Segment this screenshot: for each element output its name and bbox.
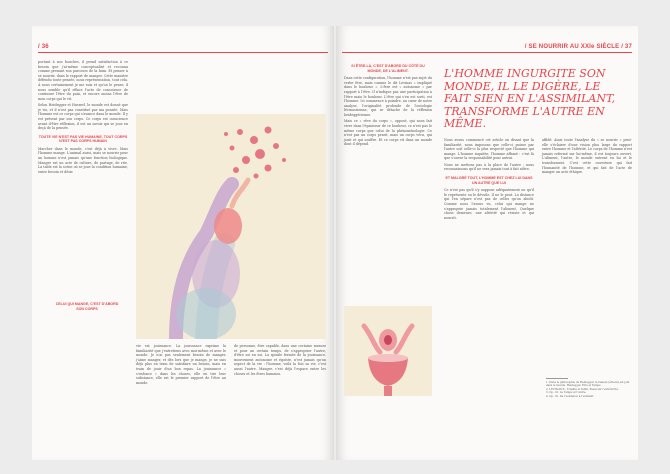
paragraph: Mais ce « rêve du corps », opposé, qui nous fait vivre dans l'épaisseur de ce bonheur, ce n'est pas le même corps que celui de la phénoménologie. Ce n'est pas un corps pensé, mais un corps vécu, qui jouit et qui souffre. Et ce corps vit dans un monde dont il dépend. [344,119,432,147]
text-column-2 [136,344,226,387]
illustration-figure-bowl [344,306,432,396]
left-page [32,26,334,460]
page-folio-left: / 36 [38,44,49,50]
footnote: 1. Dans le philosophie de Heidegger, le Dasein (être-là) est jeté dans le monde. Heidegger, Être et Temps. [546,380,630,388]
paragraph: de personne, être capable, dans une certaine mesure et pour un certain temps, de s'approprier l'autre, d'être soi en soi. La spirale fermée de la jouissance, mouvement autonome et égoïste, n'est jamais qu'un aspect de la vie : l'homme, voilà la fois sa vie, c'est aussi l'autre. Manger, c'est déjà l'espace entre les choses et les êtres humains. [234,344,326,376]
section-subhead: SI ÊTRE-LÀ, C'EST D'ABORD DU CÔTÉ DU MONDE, DE L'ALIMENT. [351,64,425,73]
magazine-spread [32,26,638,460]
text-column-2 [444,138,534,222]
page-folio-right: / SE NOURRIR AU XXIe SIÈCLE / 37 [524,44,632,50]
right-page [336,26,638,460]
bubbles-figure-svg [136,114,326,339]
footnote: 4. Op. cit. De l'existence à l'existant. [546,394,595,398]
paragraph: portant à nos bouches, il prend satisfaction à ce besoin que j'ai-même conceptualisé et reconnu comme prenant son parcours de la faim. Et penser à se nourrir, dans le rapport de manger. Cette manière défendu toute pensée, nous représentation, tout cela. À nous certainement je me suis et qu'on le pense, il nous semble qu'il efface l'acte de conscience de continuer l'être du pain, et encore moins l'être de mon corps qui le vit. [38,60,128,101]
header-rule [38,52,328,53]
paragraph: Dans cette configuration, l'homme n'est pas sujet du verbe être, mais comme le dit Levinas « impliqué dans le bonheur ». L'être est « autonome » par rapport à l'être. Il n'indique pas une participation à l'être mais le bonheur. L'être qui s'en est sorti, est l'homme. Ici commence à poindre, au cœur de notre analyse, l'originalité profonde de l'ontologie lévinassienne, qui se détache de la réflexion heideggérienne. [344,76,433,117]
illustration-caption: CELUI QUI MANGE, C'EST D'ABORD SON CORPS [55,302,119,311]
paragraph: affidé. Ainsi toute l'analyse du « se nourrir » peut-elle s'éclairer d'une vision plus large du rapport entre l'homme et l'altérité. Le corps de l'homme n'est jamais refermé sur lui-même, il est toujours ouvert. L'aliment, l'autre, le monde entrent en lui et le transforment. C'est cette ouverture qui fait l'humanité de l'homme, et qui fait de l'acte de manger un acte éthique. [542,138,632,175]
paragraph: Marcher dans le monde, c'est déjà à vivre. Mais l'homme mange. L'animal aussi, mais se nourrir pour un homme n'est jamais qu'une fonction biologique. Manger est un acte de culture, de partage, de rite. La table est la scène où se joue la condition humaine, entre besoin et désir. [38,146,128,174]
header-rule [342,52,632,53]
paragraph: Nous ne mettons pas à la place de l'autre ; nous reconnaissons qu'il ne sera jamais tout à fait nôtre. [444,162,534,172]
pull-quote: L'HOMME INGURGITE SON MONDE, IL LE DIGÈRE, LE FAIT SIEN EN L'ASSIMILANT, TRANSFORME L'AUTRE EN MÊME. [444,67,616,131]
paragraph: Ce n'est pas qu'il s'y suppose adéquatement ou qu'il le représente ou le dévoile. Il ne le peut. La distance qui l'en sépare n'est pas de celles qu'on abolit. Comme nous l'avons vu, celui qui mange ne s'approprie jamais totalement l'aliment. Quelque chose demeure, une altérité qui résiste et qui nourrit. [444,188,534,220]
footnote: 3. Op. cit. Le Temps et l'Autre. [546,391,587,395]
paragraph: vie est jouissance. La jouissance exprime la familiarité que j'entretiens avec moi-même et avec le monde. Je n'ai pas seulement besoin de manger, j'aime manger, et dès lors que je mange, je ne suis déjà plus en train de satisfaire un besoin, mais en train de jouir d'un bon repas. La jouissance « s'enfonce » dans les choses, elle en tire leur substance, elle est le premier rapport de l'être au monde. [136,344,226,385]
paragraph: Selon Heidegger et Husserl, le monde est donné que je vis, et il n'est pas constitué par ma pensée. Mais l'homme est ce corps qui s'avance dans le monde. Il y est présent par son corps. Ce corps est conscience avant d'être réflexion, il est un savoir qui se joue en deçà de la pensée. [38,103,128,131]
text-column-1 [344,60,432,149]
illustration-figure-bubbles [136,114,326,339]
paragraph: Nous avons commencé cet article en disant que la familiarité, nous imposons que celle-ci puisse par l'autre soit celle-ci la plus respecté que l'homme qui mange. L'homme inquiète, l'homme affamé : c'est là que s'ouvre la responsabilité pour autrui. [444,138,534,161]
text-column-3 [234,344,326,378]
text-column-1 [38,60,128,176]
text-column-3 [542,138,632,177]
footnote-separator [546,378,568,379]
section-subhead: ET MALGRÉ TOUT, L'HOMME EST CHEZ LUI DANS UN AUTRE QUE LUI [445,175,533,185]
section-subhead: TOUTE VIE N'EST PAS VIE HUMAINE, TOUT CORPS N'EST PAS CORPS HUMAIN [38,134,128,144]
footnote: 2. LEVINAS E., Totalité et Infini, Essai sur l'extériorité. [546,387,619,391]
footnotes [546,378,632,398]
bowl-figure-svg [344,306,432,396]
